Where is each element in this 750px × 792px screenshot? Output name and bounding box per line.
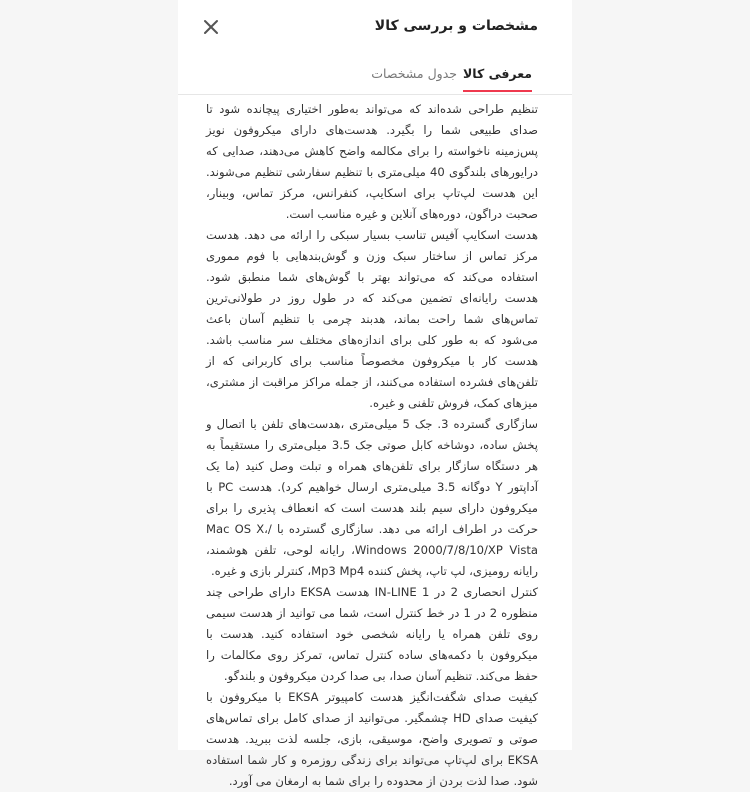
tab-product-intro[interactable]: معرفی کالا bbox=[463, 66, 532, 92]
product-details-sheet bbox=[178, 0, 572, 788]
product-description bbox=[178, 95, 572, 792]
description-paragraph: کنترل انحصاری 2 در IN-LINE 1 هدست EKSA دارای طراحی چند منظوره 2 در 1 در خط کنترل است، شما می توانید از هدست سیمی روی تلفن همراه یا رایانه شخصی خود استفاده کنید. هدست با میکروفون با دکمه‌های ساده کنترل تماس، تمرکز روی مکالمات را حفظ می‌کند. تنظیم آسان صدا، بی صدا کردن میکروفون و بلندگو. bbox=[206, 585, 538, 683]
close-icon[interactable] bbox=[200, 16, 222, 38]
description-paragraph: سازگاری گسترده 3. جک 5 میلی‌متری ،هدست‌های تلفن با اتصال و پخش ساده، دوشاخه کابل صوتی جک 3.5 میلی‌متری را مستقیماً به هر دستگاه سازگار برای تلفن‌های همراه و تبلت وصل کنید (ما یک آداپتور Y دوگانه 3.5 میلی‌متری ارسال خواهیم کرد). هدست PC با میکروفون دارای سیم بلند هدست است که انعطاف پذیری را برای حرکت در اطراف ارائه می دهد. سازگاری گسترده با /Mac OS X، Windows 2000/7/8/10/XP Vista، رایانه لوحی، تلفن هوشمند، رایانه رومیزی، لپ تاپ، پخش کننده Mp3 Mp4، کنترلر بازی و غیره. bbox=[206, 417, 539, 578]
sheet-header bbox=[178, 0, 572, 56]
description-paragraph: هدست اسکایپ آفیس تناسب بسیار سبکی را ارائه می دهد. هدست مرکز تماس از ساختار سبک وزن و گوش‌بندهایی با فوم مموری استفاده می‌کند که می‌تواند بهتر با گوش‌های شما منطبق شود. هدست رایانه‌ای تضمین می‌کند که در طول روز در طولانی‌ترین تماس‌های شما راحت بماند، هدبند چرمی با تنظیم آسان باعث می‌شود که به طور کلی برای اندازه‌های مختلف سر مناسب باشد. هدست کار با میکروفون مخصوصاً مناسب برای کاربرانی که از تلفن‌های فشرده استفاده می‌کنند، از جمله مراکز مراقبت از مشتری، میزهای کمک، فروش تلفنی و غیره. bbox=[206, 228, 538, 410]
description-paragraph: کیفیت صدای شگفت‌انگیز هدست کامپیوتر EKSA با میکروفون با کیفیت صدای HD چشمگیر. می‌توانید از صدای کامل برای تماس‌های صوتی و تصویری واضح، موسیقی، بازی، جلسه لذت ببرید. هدست EKSA برای لپ‌تاپ می‌تواند برای زندگی روزمره و کار شما استفاده شود. صدا لذت بردن از محدوده را برای شما به ارمغان می آورد. bbox=[206, 690, 538, 788]
tab-bar bbox=[178, 56, 572, 95]
description-paragraph: تنظیم طراحی شده‌اند که می‌تواند به‌طور اختیاری پیچانده شود تا صدای طبیعی شما را بگیرد. هدست‌های دارای میکروفون نویز پس‌زمینه ناخواسته را برای مکالمه واضح کاهش می‌دهند، صدایی که درایورهای بلندگوی 40 میلی‌متری با تنظیم سفارشی تنظیم می‌شوند. این هدست لپ‌تاپ برای اسکایپ، کنفرانس، مرکز تماس، وبینار، صحبت دراگون، دوره‌های آنلاین و غیره مناسب است. bbox=[206, 102, 539, 221]
tab-specifications[interactable]: جدول مشخصات bbox=[371, 66, 457, 81]
sheet-title: مشخصات و بررسی کالا bbox=[374, 18, 538, 34]
